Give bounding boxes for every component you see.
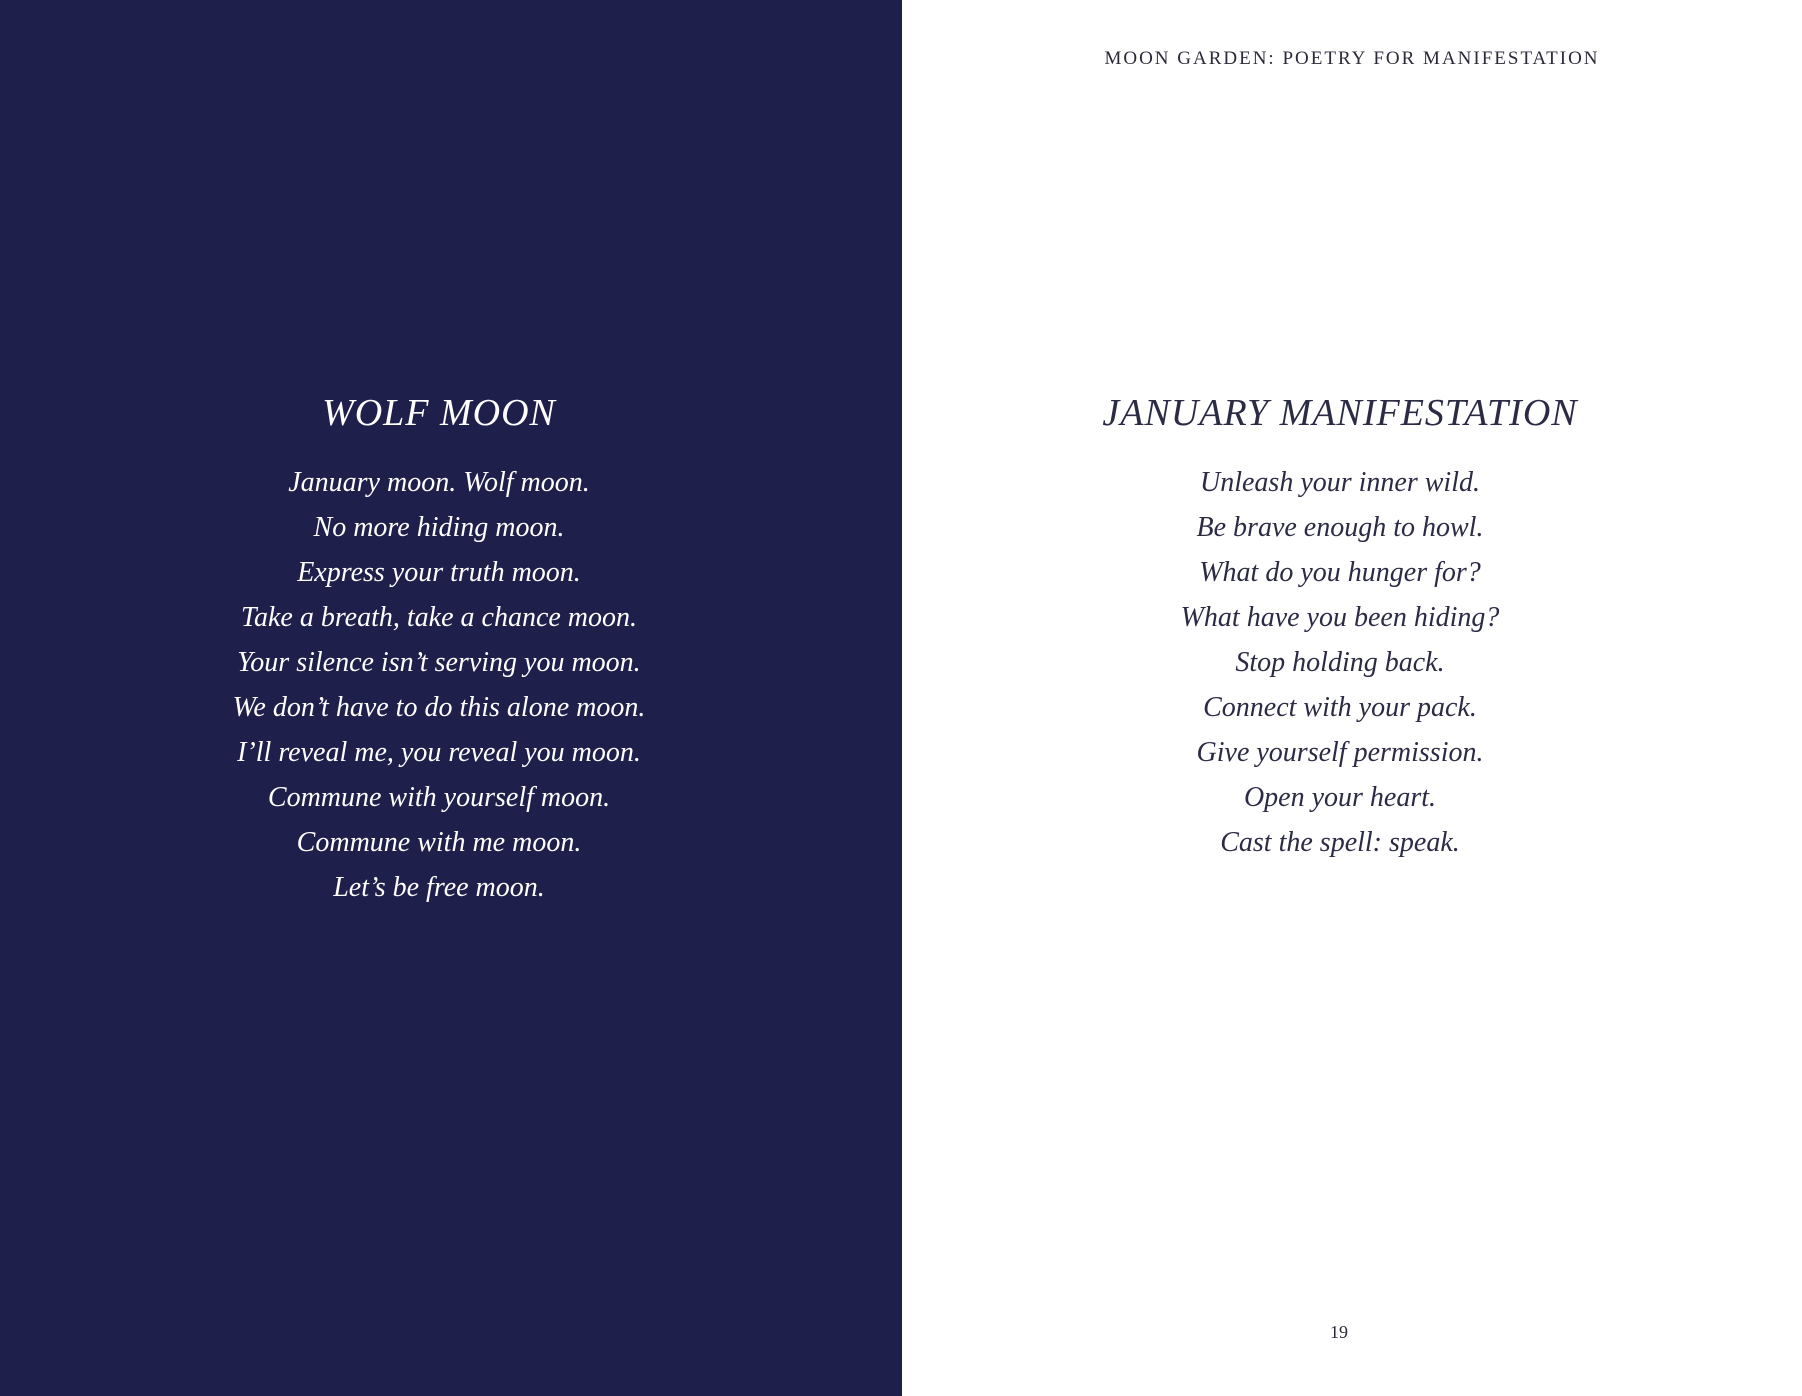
poem-line: Give yourself permission.: [1196, 737, 1484, 768]
poem-line: Open your heart.: [1243, 782, 1437, 813]
poem-line: What do you hunger for?: [1199, 557, 1481, 588]
poem-line: I’ll reveal me, you reveal you moon.: [237, 737, 641, 768]
poem-line: Stop holding back.: [1235, 647, 1445, 678]
poem-line: No more hiding moon.: [313, 512, 565, 543]
right-poem-lines: [890, 460, 1790, 865]
page-number: 19: [1330, 1322, 1348, 1342]
poem-line: Commune with me moon.: [296, 827, 582, 858]
poem-line: Express your truth moon.: [297, 557, 581, 588]
wolf-moon-poem: [0, 388, 890, 910]
poem-line: Commune with yourself moon.: [267, 782, 611, 813]
poem-line: January moon. Wolf moon.: [288, 467, 590, 498]
poem-line: Your silence isn’t serving you moon.: [237, 647, 641, 678]
left-poem-lines: [0, 460, 890, 910]
poem-line: Let’s be free moon.: [333, 872, 545, 903]
poem-line: Connect with your pack.: [1203, 692, 1477, 723]
poem-line: Be brave enough to howl.: [1196, 512, 1484, 543]
poem-line: Unleash your inner wild.: [1200, 467, 1480, 498]
january-manifestation-poem: [890, 388, 1790, 865]
poem-line: What have you been hiding?: [1180, 602, 1500, 633]
poem-line: Take a breath, take a chance moon.: [240, 602, 638, 633]
running-head: MOON GARDEN: POETRY FOR MANIFESTATION: [1104, 48, 1600, 69]
poem-line: We don’t have to do this alone moon.: [232, 692, 646, 723]
poem-line: Cast the spell: speak.: [1220, 827, 1460, 858]
left-poem-title: WOLF MOON: [322, 392, 556, 434]
right-poem-title: JANUARY MANIFESTATION: [1102, 392, 1578, 434]
right-page: [902, 0, 1802, 1396]
